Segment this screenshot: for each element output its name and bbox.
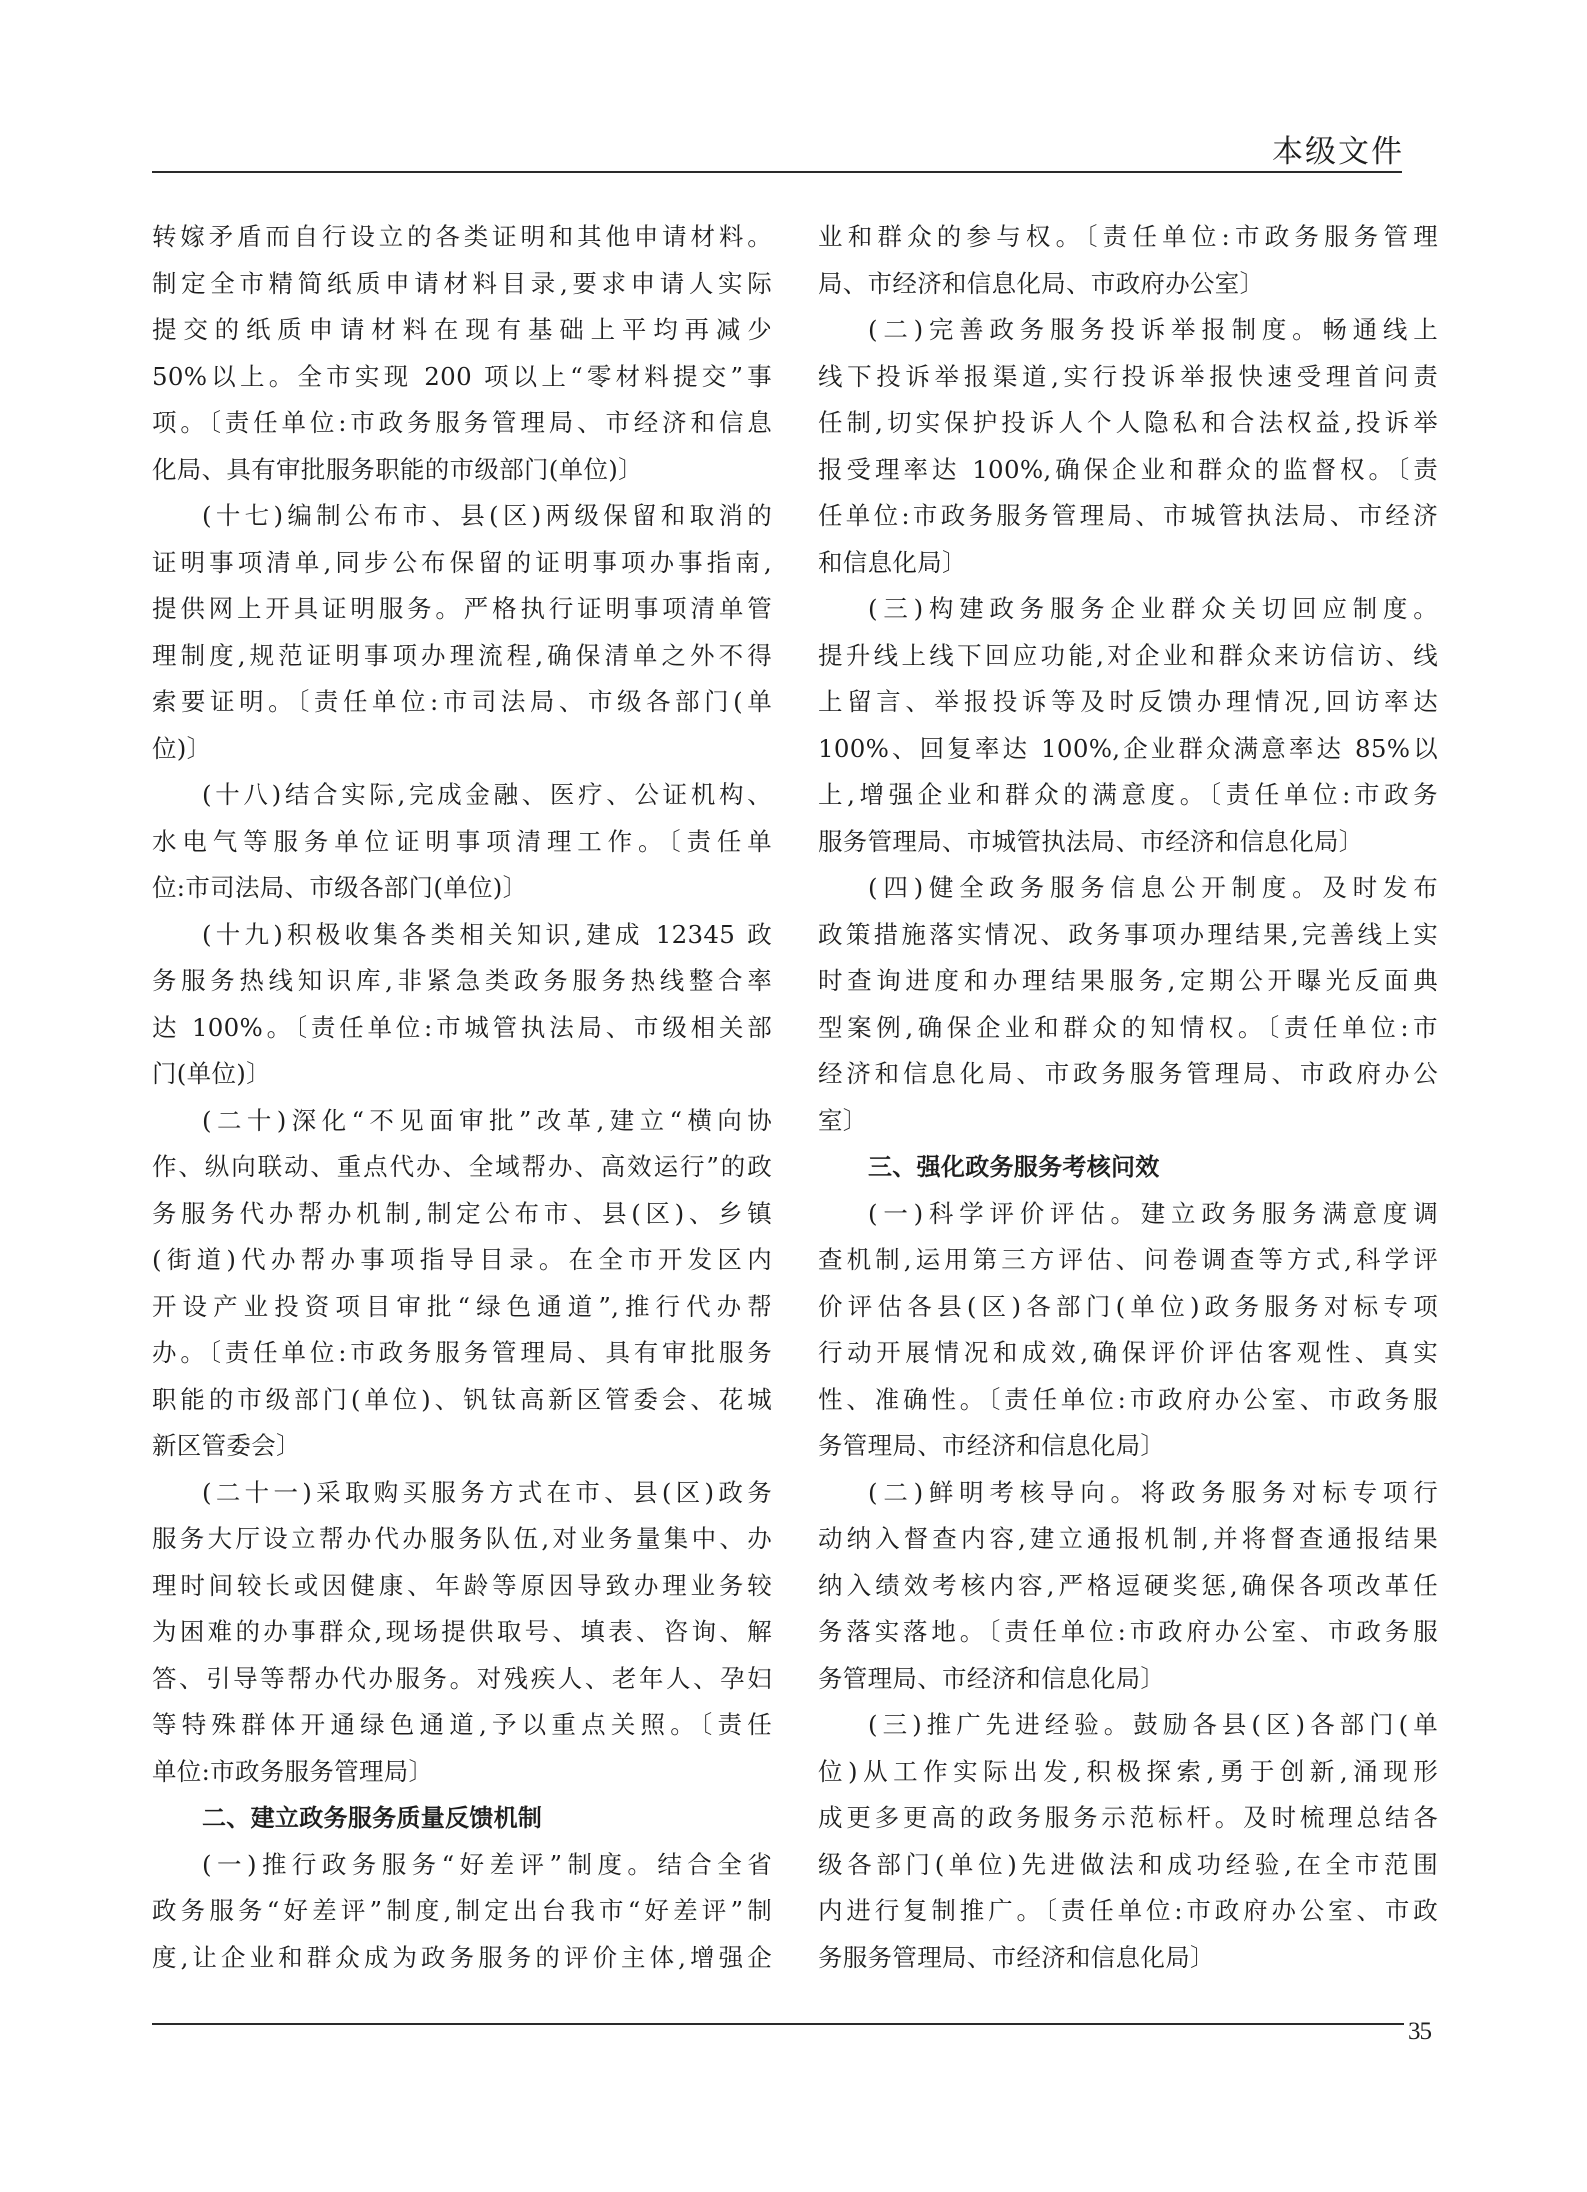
text-line: 单位:市政务服务管理局〕 xyxy=(152,1756,434,1786)
text-line: 成更多更高的政务服务示范标杆。及时梳理总结各 xyxy=(818,1803,1438,1832)
paragraph-first-line: (十八)结合实际,完成金融、医疗、公证机构、 xyxy=(202,780,772,809)
right-column xyxy=(818,214,1438,1981)
paragraph-first-line: (三)推广先进经验。鼓励各县(区)各部门(单 xyxy=(868,1710,1438,1739)
text-line: 为困难的办事群众,现场提供取号、填表、咨询、解 xyxy=(152,1617,772,1646)
text-line: 理时间较长或因健康、年龄等原因导致办理业务较 xyxy=(152,1570,772,1600)
text-line: 办。〔责任单位:市政务服务管理局、具有审批服务 xyxy=(152,1338,772,1367)
header-divider xyxy=(152,171,1402,173)
text-line: 制定全市精简纸质申请材料目录,要求申请人实际 xyxy=(152,268,772,298)
text-line: 政务服务“好差评”制度,制定出台我市“好差评”制 xyxy=(152,1896,772,1925)
text-line: 任单位:市政务服务管理局、市城管执法局、市经济 xyxy=(818,501,1438,530)
text-line: 务落实落地。〔责任单位:市政府办公室、市政务服 xyxy=(818,1617,1438,1646)
text-line: 证明事项清单,同步公布保留的证明事项办事指南, xyxy=(152,547,772,577)
running-header-title: 本级文件 xyxy=(1272,134,1404,170)
text-line: 50%以上。全市实现 200 项以上“零材料提交”事 xyxy=(152,361,772,391)
text-line: 动纳入督查内容,建立通报机制,并将督查通报结果 xyxy=(818,1524,1438,1553)
paragraph-first-line: (二十一)采取购买服务方式在市、县(区)政务 xyxy=(202,1477,772,1507)
text-line: 新区管委会〕 xyxy=(152,1431,301,1460)
paragraph-first-line: (二十)深化“不见面审批”改革,建立“横向协 xyxy=(202,1105,772,1135)
text-line: 经济和信息化局、市政务服务管理局、市政府办公 xyxy=(818,1059,1438,1088)
text-line: 提交的纸质申请材料在现有基础上平均再减少 xyxy=(152,315,772,344)
paragraph-first-line: (二)鲜明考核导向。将政务服务对标专项行 xyxy=(868,1477,1438,1507)
text-line: 报受理率达 100%,确保企业和群众的监督权。〔责 xyxy=(818,454,1438,484)
section-heading: 二、建立政务服务质量反馈机制 xyxy=(202,1804,543,1832)
text-line: 位)从工作实际出发,积极探索,勇于创新,涌现形 xyxy=(818,1756,1438,1786)
text-line: 务服务管理局、市经济和信息化局〕 xyxy=(818,1942,1215,1972)
text-line: 100%、回复率达 100%,企业群众满意率达 85%以 xyxy=(818,733,1438,763)
text-line: 型案例,确保企业和群众的知情权。〔责任单位:市 xyxy=(818,1012,1438,1042)
text-line: 化局、具有审批服务职能的市级部门(单位)〕 xyxy=(152,454,643,484)
text-line: 局、市经济和信息化局、市政府办公室〕 xyxy=(818,268,1265,298)
text-line: 务管理局、市经济和信息化局〕 xyxy=(818,1663,1166,1693)
text-line: 务服务代办帮办机制,制定公布市、县(区)、乡镇 xyxy=(152,1198,772,1228)
text-line: 政策措施落实情况、政务事项办理结果,完善线上实 xyxy=(818,919,1438,949)
text-line: 索要证明。〔责任单位:市司法局、市级各部门(单 xyxy=(152,687,772,716)
text-line: 价评估各县(区)各部门(单位)政务服务对标专项 xyxy=(818,1291,1438,1321)
text-line: 水电气等服务单位证明事项清理工作。〔责任单 xyxy=(152,826,772,856)
text-line: 门(单位)〕 xyxy=(152,1059,271,1088)
text-line: (街道)代办帮办事项指导目录。在全市开发区内 xyxy=(152,1245,772,1274)
text-line: 上,增强企业和群众的满意度。〔责任单位:市政务 xyxy=(818,780,1438,809)
text-line: 转嫁矛盾而自行设立的各类证明和其他申请材料。 xyxy=(152,222,772,251)
text-line: 提供网上开具证明服务。严格执行证明事项清单管 xyxy=(152,594,772,623)
text-line: 位)〕 xyxy=(152,733,212,763)
footer-divider xyxy=(152,2023,1404,2025)
text-line: 务服务热线知识库,非紧急类政务服务热线整合率 xyxy=(152,966,772,995)
text-line: 度,让企业和群众成为政务服务的评价主体,增强企 xyxy=(152,1942,772,1972)
text-line: 纳入绩效考核内容,严格逗硬奖惩,确保各项改革任 xyxy=(818,1570,1438,1600)
text-line: 行动开展情况和成效,确保评价评估客观性、真实 xyxy=(818,1338,1438,1367)
text-line: 职能的市级部门(单位)、钒钛高新区管委会、花城 xyxy=(152,1384,772,1414)
text-line: 理制度,规范证明事项办理流程,确保清单之外不得 xyxy=(152,640,772,670)
text-line: 级各部门(单位)先进做法和成功经验,在全市范围 xyxy=(818,1849,1438,1879)
paragraph-first-line: (三)构建政务服务企业群众关切回应制度。 xyxy=(868,594,1438,623)
text-line: 上留言、举报投诉等及时反馈办理情况,回访率达 xyxy=(818,687,1438,716)
text-line: 时查询进度和办理结果服务,定期公开曝光反面典 xyxy=(818,966,1438,995)
paragraph-first-line: (一)科学评价评估。建立政务服务满意度调 xyxy=(868,1198,1438,1228)
paragraph-first-line: (一)推行政务服务“好差评”制度。结合全省 xyxy=(202,1849,772,1879)
page-number: 35 xyxy=(1408,2018,1431,2045)
text-line: 等特殊群体开通绿色通道,予以重点关照。〔责任 xyxy=(152,1710,772,1739)
text-line: 室〕 xyxy=(818,1105,868,1135)
paragraph-first-line: (四)健全政务服务信息公开制度。及时发布 xyxy=(868,873,1438,902)
text-line: 答、引导等帮办代办服务。对残疾人、老年人、孕妇 xyxy=(152,1663,772,1693)
text-line: 项。〔责任单位:市政务服务管理局、市经济和信息 xyxy=(152,408,772,437)
text-line: 和信息化局〕 xyxy=(818,547,967,577)
text-line: 业和群众的参与权。〔责任单位:市政务服务管理 xyxy=(818,222,1438,251)
paragraph-first-line: (十九)积极收集各类相关知识,建成 12345 政 xyxy=(202,919,772,949)
text-line: 位:市司法局、市级各部门(单位)〕 xyxy=(152,873,528,902)
text-line: 性、准确性。〔责任单位:市政府办公室、市政务服 xyxy=(818,1384,1438,1414)
text-line: 作、纵向联动、重点代办、全域帮办、高效运行”的政 xyxy=(152,1152,772,1181)
text-line: 开设产业投资项目审批“绿色通道”,推行代办帮 xyxy=(152,1291,772,1321)
text-line: 线下投诉举报渠道,实行投诉举报快速受理首问责 xyxy=(818,361,1438,391)
paragraph-first-line: (二)完善政务服务投诉举报制度。畅通线上 xyxy=(868,315,1438,344)
text-line: 任制,切实保护投诉人个人隐私和合法权益,投诉举 xyxy=(818,408,1438,437)
text-line: 内进行复制推广。〔责任单位:市政府办公室、市政 xyxy=(818,1896,1438,1925)
text-line: 提升线上线下回应功能,对企业和群众来访信访、线 xyxy=(818,640,1438,670)
text-line: 查机制,运用第三方评估、问卷调查等方式,科学评 xyxy=(818,1245,1438,1274)
text-line: 达 100%。〔责任单位:市城管执法局、市级相关部 xyxy=(152,1012,772,1042)
section-heading: 三、强化政务服务考核问效 xyxy=(868,1153,1160,1181)
left-column xyxy=(152,214,772,1981)
text-line: 服务大厅设立帮办代办服务队伍,对业务量集中、办 xyxy=(152,1524,772,1553)
paragraph-first-line: (十七)编制公布市、县(区)两级保留和取消的 xyxy=(202,501,772,530)
text-line: 务管理局、市经济和信息化局〕 xyxy=(818,1431,1166,1460)
text-line: 服务管理局、市城管执法局、市经济和信息化局〕 xyxy=(818,826,1364,856)
